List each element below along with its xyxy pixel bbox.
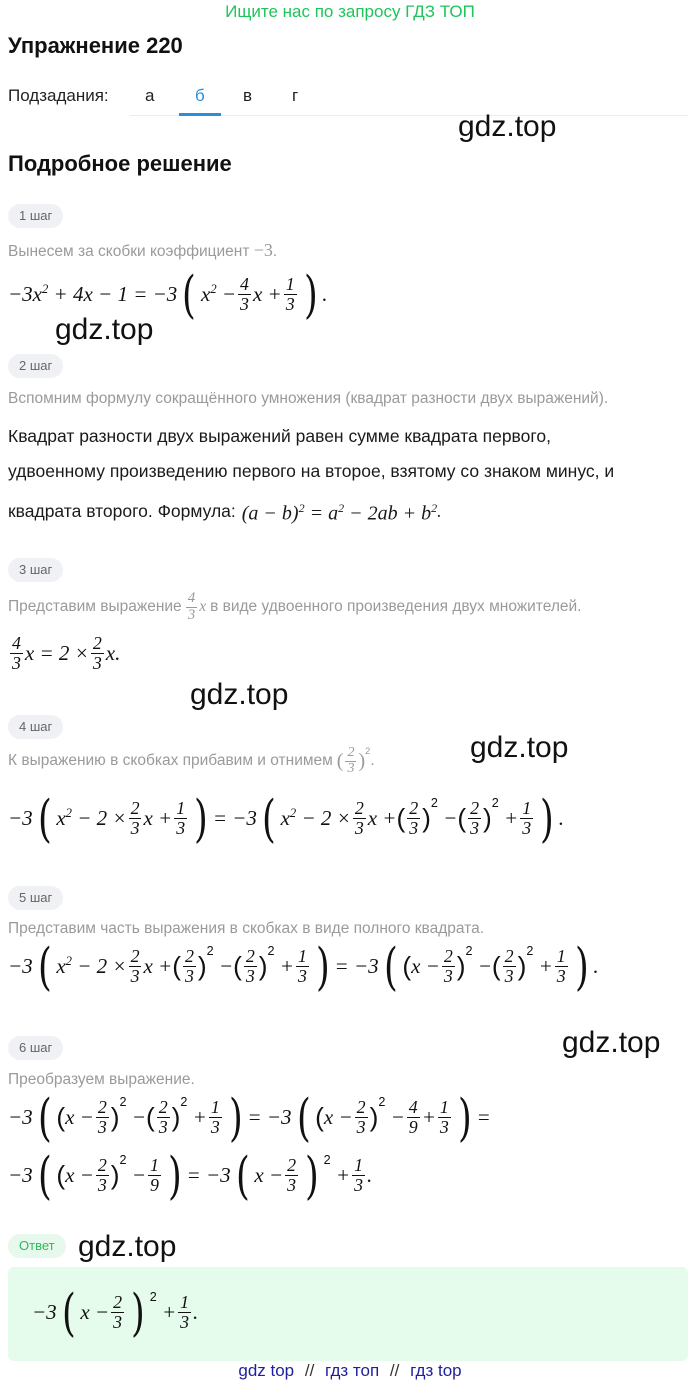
promo-banner: Ищите нас по запросу ГДЗ ТОП: [225, 2, 475, 21]
step-text: квадрата второго. Формула: $(a - b)^2 = a^2 - 2ab + b^2$ .: [8, 492, 441, 531]
formula: $-3x^2 + 4x - 1 = -3$ ( $x^2$ − $\frac{4}{3}$ x + $\frac{1}{3}$ ) .: [8, 265, 328, 324]
watermark: gdz.top: [562, 1026, 661, 1059]
watermark: gdz.top: [458, 110, 557, 143]
step-text-formula-label: квадрата второго. Формула:: [8, 500, 236, 521]
step-badge: 6 шаг: [8, 1036, 63, 1060]
footer-separator: //: [304, 1361, 315, 1380]
step-badge: 1 шаг: [8, 204, 63, 228]
step-hint: Представим часть выражения в скобках в виде полного квадрата.: [8, 920, 485, 937]
watermark: gdz.top: [55, 313, 154, 346]
step-hint: Преобразуем выражение.: [8, 1071, 195, 1088]
footer-link[interactable]: гдз top: [410, 1361, 462, 1380]
watermark: gdz.top: [190, 678, 289, 711]
tab-a[interactable]: а: [145, 86, 155, 105]
page-title: Упражнение 220: [8, 33, 183, 58]
section-title: Подробное решение: [8, 151, 232, 176]
watermark: gdz.top: [78, 1230, 177, 1263]
step-hint-text: в виде удвоенного произведения двух множителей.: [210, 598, 582, 616]
step-badge: 4 шаг: [8, 715, 63, 739]
step-hint-text: К выражению в скобках прибавим и отнимем: [8, 752, 333, 770]
step-hint: Вспомним формулу сокращённого умножения (квадрат разности двух выражений).: [8, 390, 609, 407]
formula: $\frac{4}{3}$ x = 2 × $\frac{2}{3}$ x.: [12, 633, 121, 673]
step-badge: 5 шаг: [8, 886, 63, 910]
answer-badge: Ответ: [8, 1234, 66, 1258]
formula: −3 ( ( x − $\frac{2}{3}$ ) $^2$ − ( $\frac{2}{3}$ ) $^2$ + $\frac{1}{3}$ ) = −3 ( ( x − $\frac{2}{3}$ ) $^2$ − $\frac{4}{9}$ + $\frac{1}{3}$ ) =: [8, 1088, 491, 1147]
tab-v[interactable]: в: [243, 86, 253, 105]
step-hint: К выражению в скобках прибавим и отнимем ( $\frac{2}{3}$ ) $^2$ .: [8, 745, 375, 776]
tab-b[interactable]: б: [195, 86, 205, 105]
subtasks-label: Подзадания:: [8, 86, 109, 105]
formula: −3 ( ( x − $\frac{2}{3}$ ) $^2$ − $\frac{1}{9}$ ) = −3 ( x − $\frac{2}{3}$ ) $^2$ + $\frac{1}{3}$ .: [8, 1146, 373, 1205]
watermark: gdz.top: [470, 731, 569, 764]
step-hint: Представим выражение $\frac{4}{3}$ x в виде удвоенного произведения двух множителей.: [8, 590, 582, 623]
step-badge: 3 шаг: [8, 558, 63, 582]
footer-link[interactable]: гдз топ: [325, 1361, 380, 1380]
footer-links: [0, 1361, 700, 1381]
step-text: Квадрат разности двух выражений равен сумме квадрата первого,: [8, 426, 551, 446]
step-hint-text: Представим выражение: [8, 598, 182, 616]
footer-link[interactable]: gdz top: [238, 1361, 295, 1380]
tab-g[interactable]: г: [292, 86, 299, 105]
step-hint: Вынесем за скобки коэффициент −3.: [8, 240, 278, 260]
step-badge: 2 шаг: [8, 354, 63, 378]
step-hint-text: Вынесем за скобки коэффициент: [8, 243, 250, 260]
formula: −3 ( $x^2 - 2$ × $\frac{2}{3}$ x + ( $\frac{2}{3}$ ) $^2$ − ( $\frac{2}{3}$ ) $^2$ + $\frac{1}{3}$ ) = −3 ( ( x − $\frac{2}{3}$ ) $^2$ − ( $\frac{2}{3}$ ) $^2$ + $\frac{1}{3}$ ) .: [8, 937, 599, 996]
footer-separator: //: [389, 1361, 400, 1380]
active-tab-indicator: [179, 113, 221, 116]
step-text: удвоенному произведению первого на второе, взятому со знаком минус, и: [8, 461, 615, 481]
answer-formula: −3 ( x − $\frac{2}{3}$ ) $^2$ + $\frac{1}{3}$ .: [32, 1283, 199, 1342]
formula: −3 ( $x^2 - 2$ × $\frac{2}{3}$ x + $\frac{1}{3}$ ) = −3 ( $x^2 - 2$ × $\frac{2}{3}$ x + ( $\frac{2}{3}$ ) $^2$ − ( $\frac{2}{3}$ ) $^2$ + $\frac{1}{3}$ ) .: [8, 789, 565, 848]
